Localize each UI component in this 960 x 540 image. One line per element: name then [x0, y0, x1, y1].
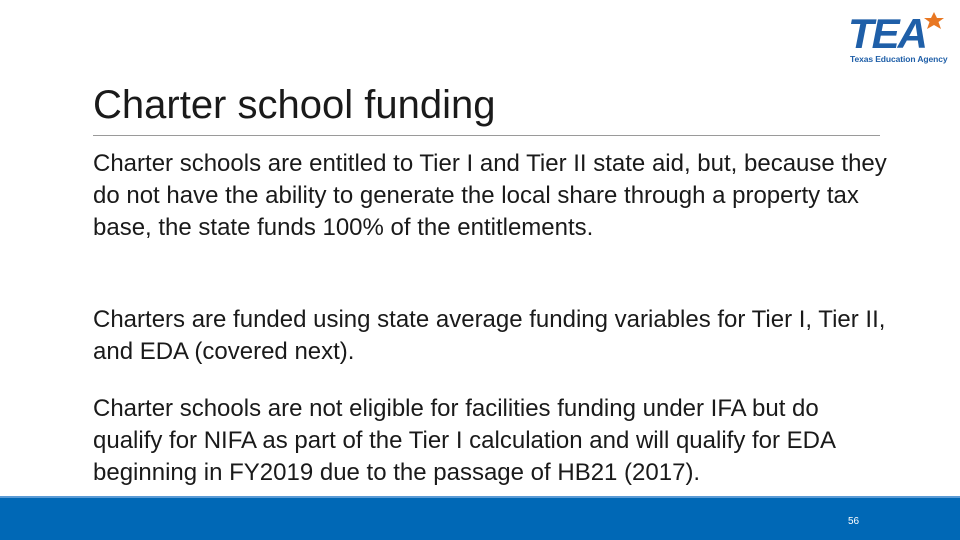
paragraph-tier-aid: Charter schools are entitled to Tier I and Tier II state aid, but, because they do not have the ability to generate the local share through a property tax base, the state funds 100% of the entitlements.	[93, 150, 887, 241]
tea-logo-icon	[846, 8, 950, 54]
paragraph-state-average: Charters are funded using state average funding variables for Tier I, Tier II, and EDA (covered next).	[93, 306, 886, 365]
paragraph-facilities: Charter schools are not eligible for facilities funding under IFA but do qualify for NIFA as part of the Tier I calculation and will qualify for EDA beginning in FY2019 due to the passage of HB21 (2017).	[93, 395, 835, 486]
page-number: 56	[848, 516, 860, 527]
svg-text:TEA: TEA	[848, 10, 926, 54]
title-divider	[93, 135, 880, 136]
footer-bar	[0, 498, 960, 540]
logo-subtitle: Texas Education Agency	[850, 54, 948, 64]
tea-logo	[846, 8, 950, 66]
slide-title: Charter school funding	[93, 83, 496, 127]
